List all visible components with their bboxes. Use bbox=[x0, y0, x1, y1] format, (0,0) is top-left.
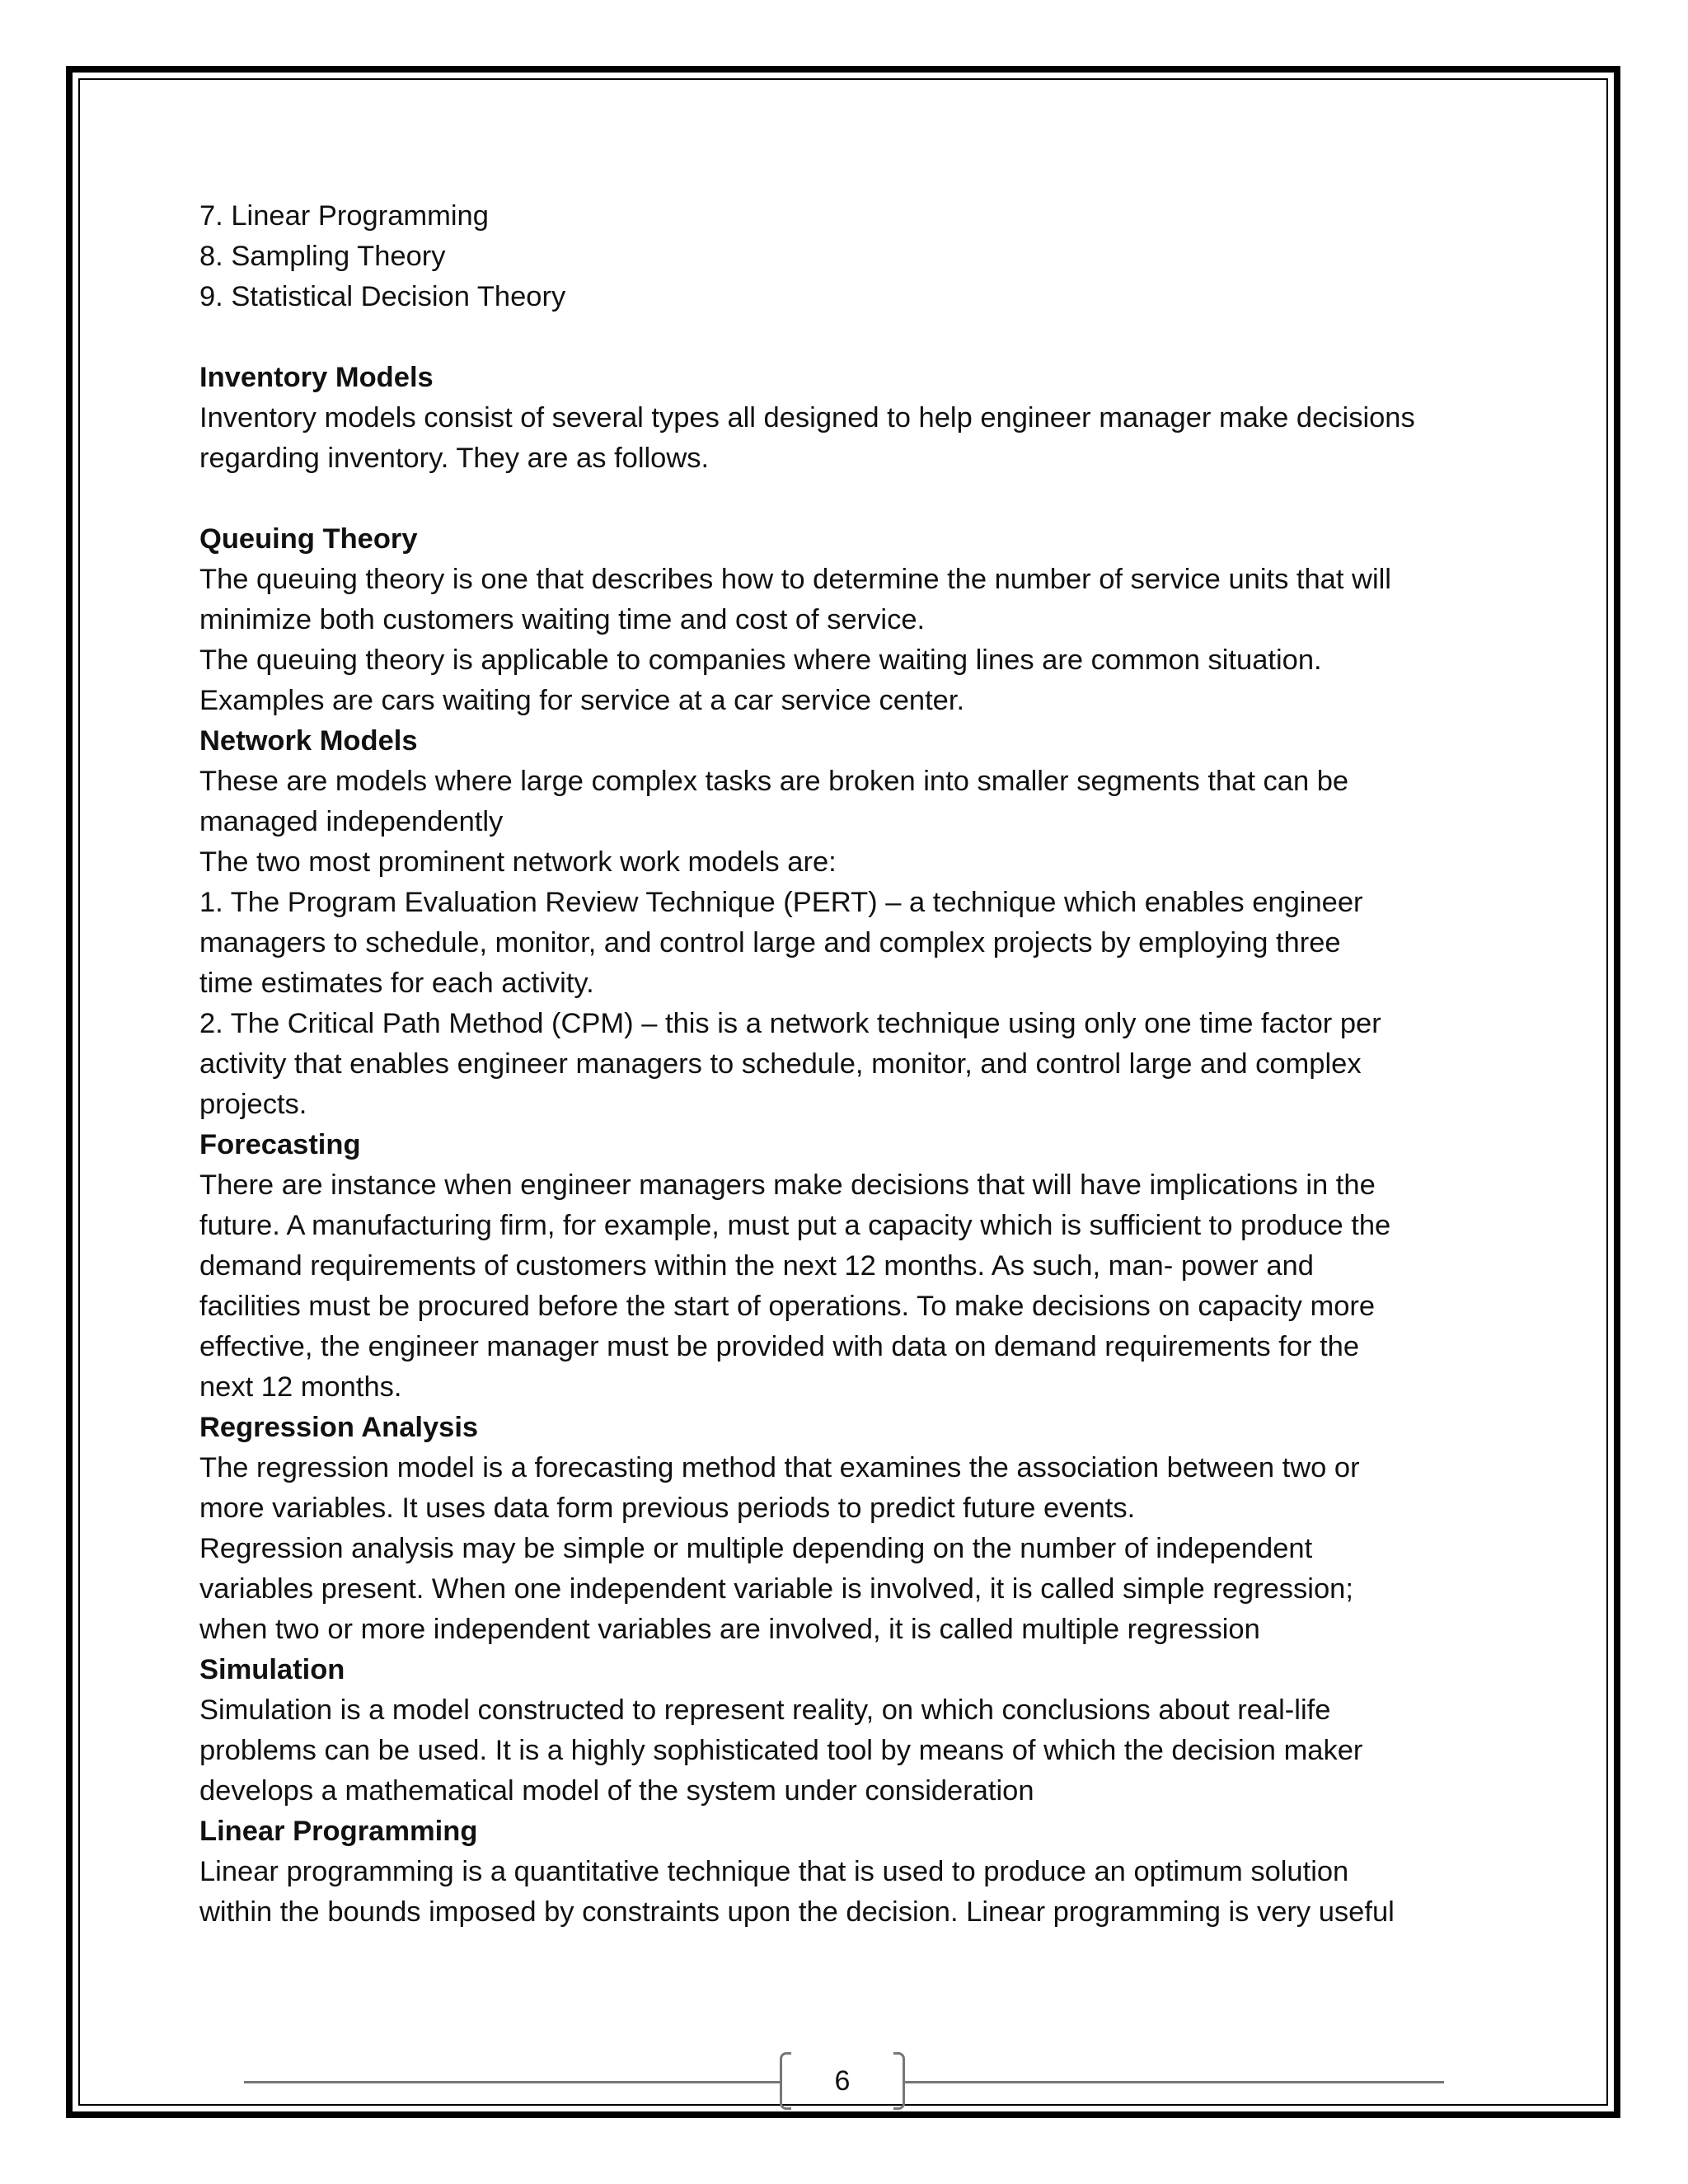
section-inventory-models bbox=[199, 358, 1518, 479]
section-heading: Inventory Models bbox=[199, 362, 434, 393]
section-regression-analysis bbox=[199, 1408, 1518, 1650]
section-heading: Forecasting bbox=[199, 1129, 361, 1160]
paragraph-line: The queuing theory is applicable to companies where waiting lines are common situation. bbox=[199, 644, 1322, 676]
numbered-list-continuation bbox=[199, 196, 1518, 317]
spacer bbox=[199, 479, 1518, 519]
paragraph-line: Examples are cars waiting for service at a car service center. bbox=[199, 685, 965, 716]
paragraph-line: time estimates for each activity. bbox=[199, 968, 594, 999]
page-number: 6 bbox=[834, 2065, 851, 2097]
paragraph-line: There are instance when engineer managers make decisions that will have implications in the bbox=[199, 1169, 1376, 1201]
list-item: 9. Statistical Decision Theory bbox=[199, 281, 566, 312]
paragraph-line: managers to schedule, monitor, and control large and complex projects by employing three bbox=[199, 927, 1341, 958]
paragraph-line: effective, the engineer manager must be provided with data on demand requirements for the bbox=[199, 1331, 1360, 1362]
section-heading: Linear Programming bbox=[199, 1816, 478, 1847]
paragraph-line: variables present. When one independent variable is involved, it is called simple regression; bbox=[199, 1573, 1353, 1605]
section-queuing-theory bbox=[199, 519, 1518, 721]
paragraph-line: The two most prominent network work models are: bbox=[199, 846, 837, 878]
paragraph-line: Simulation is a model constructed to represent reality, on which conclusions about real-life bbox=[199, 1694, 1331, 1726]
paragraph-line: minimize both customers waiting time and cost of service. bbox=[199, 604, 926, 635]
document-body bbox=[199, 196, 1518, 1933]
paragraph-line: more variables. It uses data form previous periods to predict future events. bbox=[199, 1493, 1136, 1524]
section-heading: Queuing Theory bbox=[199, 523, 418, 555]
paragraph-line: facilities must be procured before the start of operations. To make decisions on capacity more bbox=[199, 1291, 1376, 1322]
paragraph-line: projects. bbox=[199, 1089, 307, 1120]
spacer bbox=[199, 317, 1518, 358]
paragraph-line: The regression model is a forecasting method that examines the association between two or bbox=[199, 1452, 1360, 1483]
paragraph-line: Regression analysis may be simple or multiple depending on the number of independent bbox=[199, 1533, 1313, 1564]
paragraph-line: when two or more independent variables are involved, it is called multiple regression bbox=[199, 1614, 1260, 1645]
paragraph-line: managed independently bbox=[199, 806, 504, 837]
paragraph-line: within the bounds imposed by constraints upon the decision. Linear programming is very useful bbox=[199, 1896, 1395, 1928]
section-heading: Regression Analysis bbox=[199, 1412, 479, 1443]
paragraph-line: demand requirements of customers within the next 12 months. As such, man- power and bbox=[199, 1250, 1314, 1282]
paragraph-line: 1. The Program Evaluation Review Technique (PERT) – a technique which enables engineer bbox=[199, 887, 1363, 918]
section-simulation bbox=[199, 1650, 1518, 1811]
page-number-bracket-left bbox=[780, 2052, 791, 2110]
paragraph-line: Linear programming is a quantitative technique that is used to produce an optimum solution bbox=[199, 1856, 1349, 1887]
paragraph-line: The queuing theory is one that describes how to determine the number of service units that will bbox=[199, 564, 1391, 595]
page-number-bracket-right bbox=[893, 2052, 905, 2110]
paragraph-line: Inventory models consist of several types all designed to help engineer manager make decisions bbox=[199, 402, 1415, 434]
paragraph-line: problems can be used. It is a highly sophisticated tool by means of which the decision maker bbox=[199, 1735, 1363, 1766]
paragraph-line: These are models where large complex tasks are broken into smaller segments that can be bbox=[199, 766, 1349, 797]
list-item: 8. Sampling Theory bbox=[199, 241, 446, 272]
paragraph-line: develops a mathematical model of the system under consideration bbox=[199, 1775, 1034, 1807]
footer-rule-right bbox=[905, 2081, 1444, 2083]
paragraph-line: next 12 months. bbox=[199, 1371, 402, 1403]
list-item: 7. Linear Programming bbox=[199, 200, 489, 232]
section-heading: Simulation bbox=[199, 1654, 345, 1685]
section-forecasting bbox=[199, 1125, 1518, 1408]
section-heading: Network Models bbox=[199, 725, 418, 757]
footer-rule-left bbox=[244, 2081, 780, 2083]
section-linear-programming bbox=[199, 1811, 1518, 1933]
paragraph-line: regarding inventory. They are as follows. bbox=[199, 443, 710, 474]
paragraph-line: 2. The Critical Path Method (CPM) – this is a network technique using only one time factor per bbox=[199, 1008, 1381, 1039]
paragraph-line: future. A manufacturing firm, for example, must put a capacity which is sufficient to produce the bbox=[199, 1210, 1391, 1241]
paragraph-line: activity that enables engineer managers to schedule, monitor, and control large and complex bbox=[199, 1048, 1362, 1080]
section-network-models bbox=[199, 721, 1518, 1125]
